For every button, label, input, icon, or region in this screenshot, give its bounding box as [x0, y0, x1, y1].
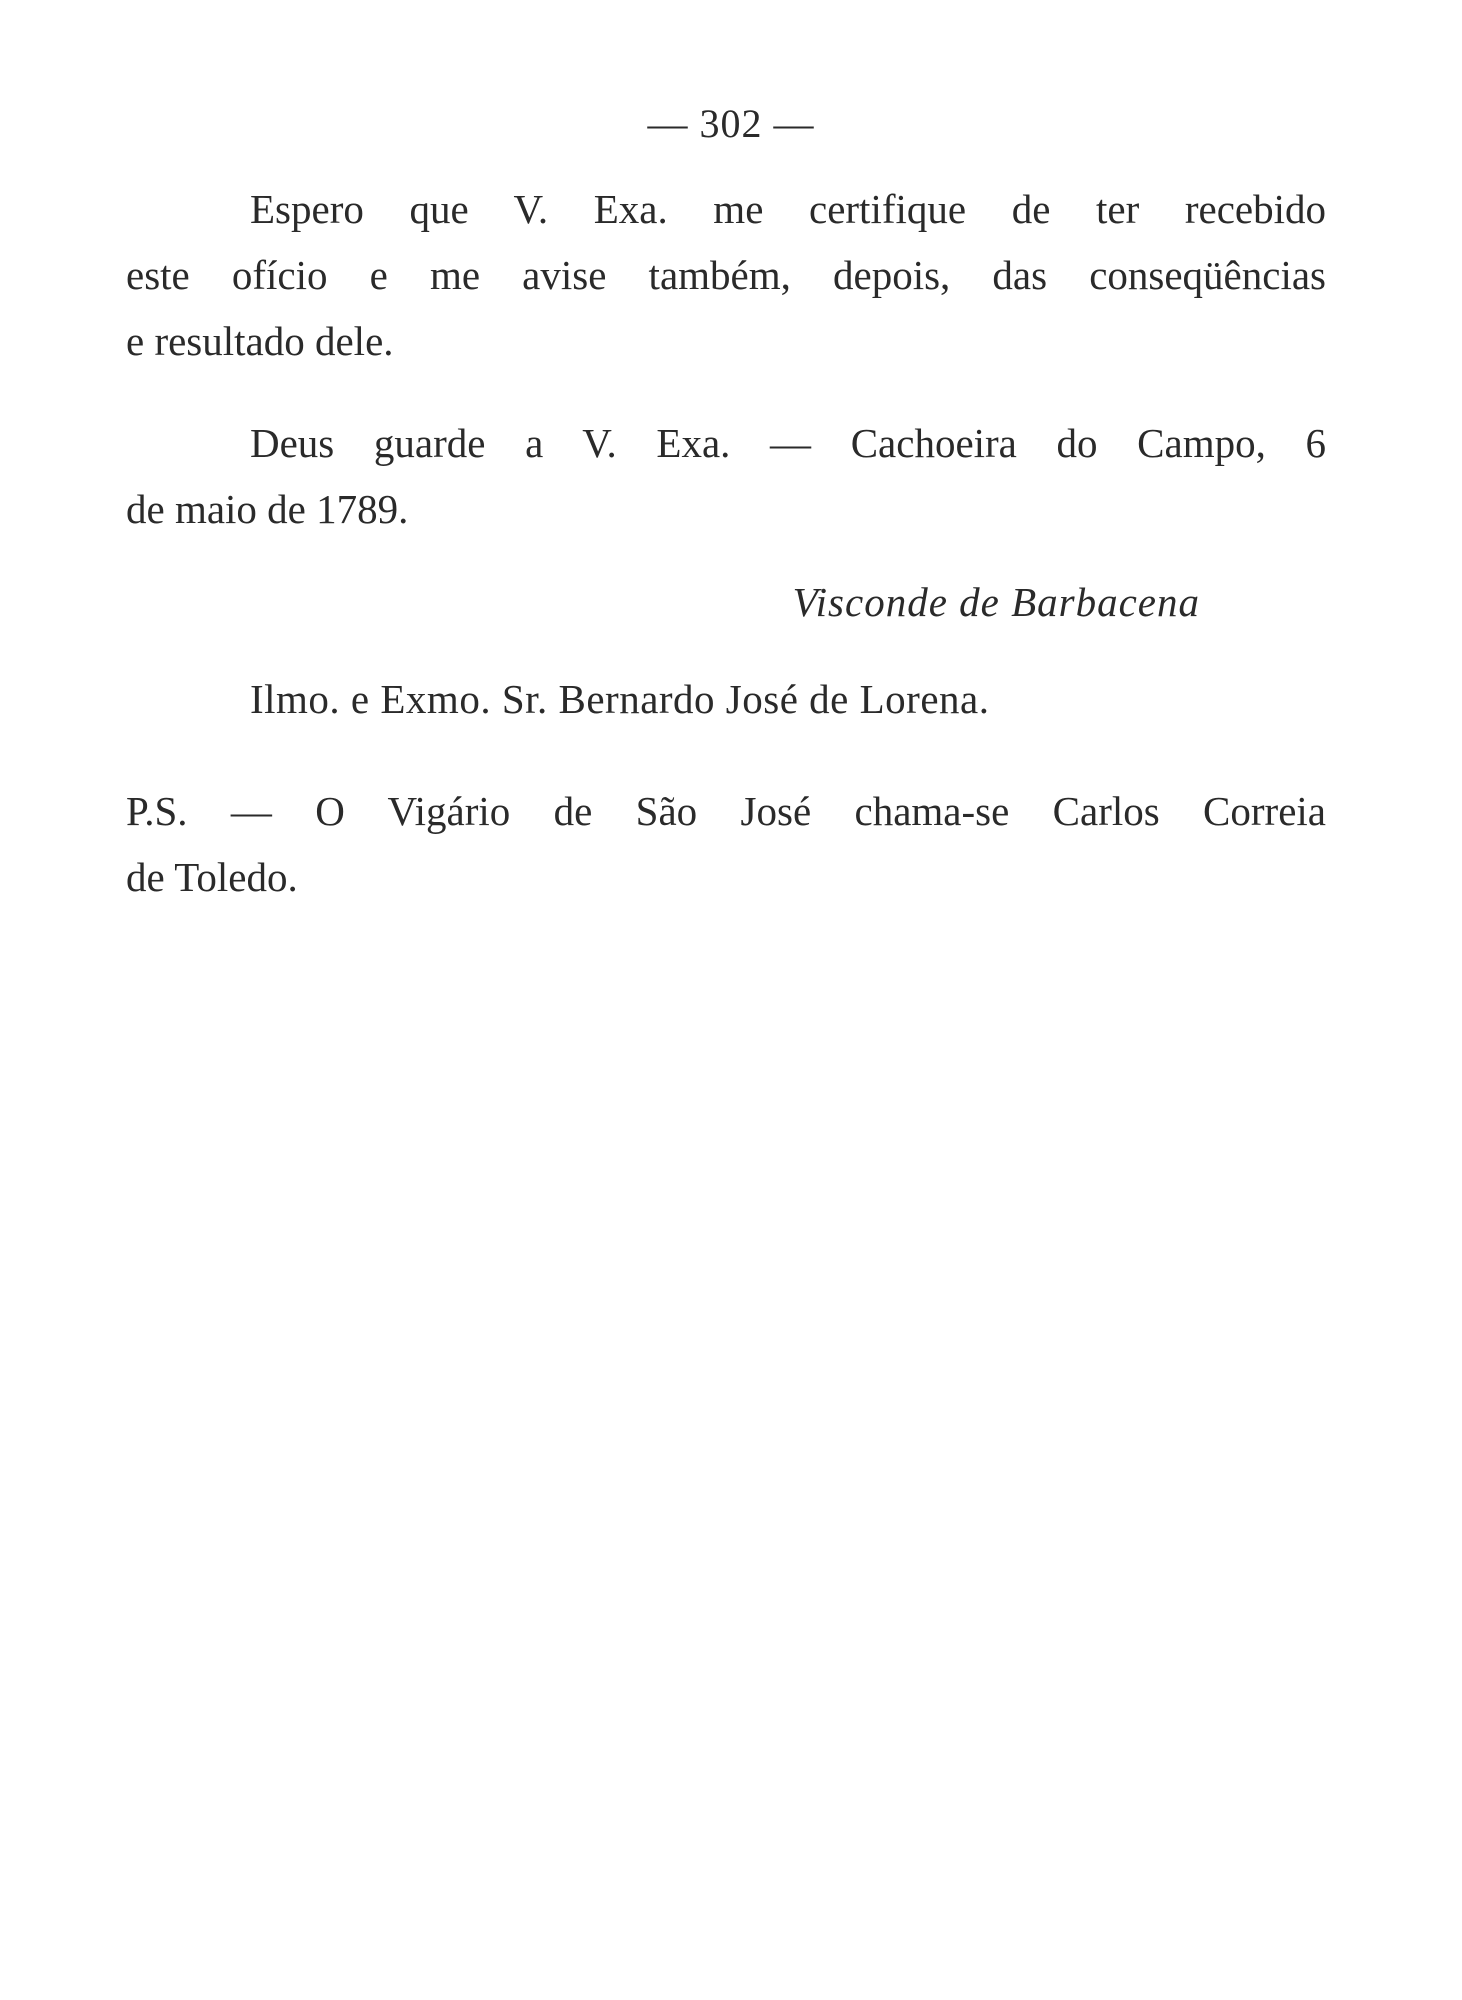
paragraph-line: de maio de 1789.	[126, 486, 409, 532]
paragraph-line: Deus guarde a V. Exa. — Cachoeira do Campo, 6	[250, 420, 1326, 466]
paragraph-closing-request	[126, 176, 1326, 374]
addressee: Ilmo. e Exmo. Sr. Bernardo José de Lorena.	[250, 676, 990, 722]
paragraph-line: e resultado dele.	[126, 318, 394, 364]
paragraph-blessing-date	[126, 410, 1326, 542]
postscript-line: de Toledo.	[126, 854, 298, 900]
postscript-line: P.S. — O Vigário de São José chama-se Carlos Correia	[126, 788, 1326, 834]
paragraph-line: Espero que V. Exa. me certifique de ter recebido	[250, 186, 1326, 232]
signature: Visconde de Barbacena	[792, 579, 1200, 625]
page-number: — 302 —	[647, 101, 815, 146]
postscript	[126, 778, 1326, 910]
paragraph-line: este ofício e me avise também, depois, das conseqüências	[126, 252, 1326, 298]
